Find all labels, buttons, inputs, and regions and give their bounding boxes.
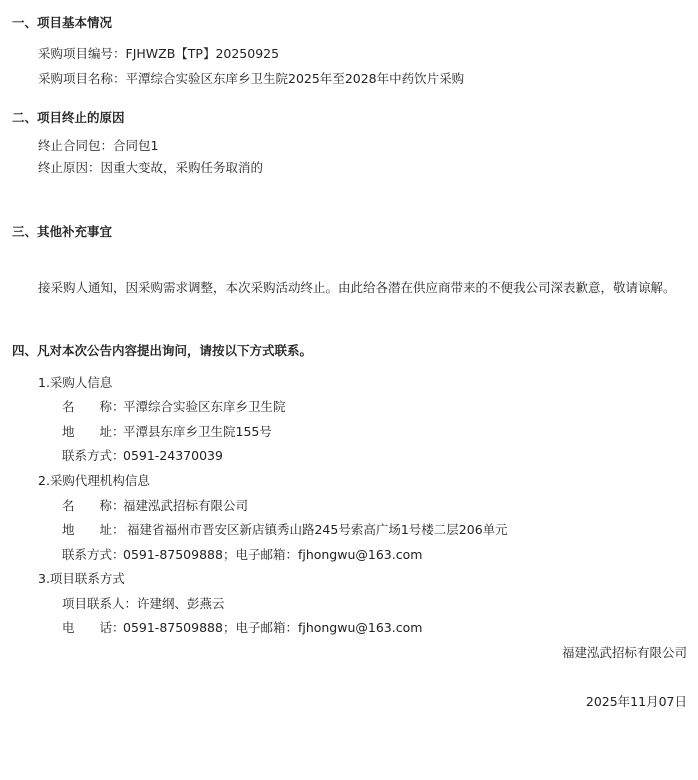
purchaser-address-value: 平潭县东庠乡卫生院155号 bbox=[123, 424, 272, 439]
purchaser-address-label: 地 址： bbox=[62, 424, 125, 439]
section-3-heading: 三、其他补充事宜 bbox=[12, 224, 113, 239]
project-contact-phone-label: 电 话： bbox=[62, 620, 125, 635]
footer-date: 2025年11月07日 bbox=[585, 694, 687, 709]
purchaser-contact-label: 联系方式： bbox=[62, 448, 125, 463]
footer-company: 福建泓武招标有限公司 bbox=[561, 645, 687, 660]
section-2-heading: 二、项目终止的原因 bbox=[12, 110, 125, 125]
purchaser-name-label: 名 称： bbox=[62, 399, 125, 414]
agency-contact-label: 联系方式： bbox=[62, 547, 125, 562]
project-contact-phone-value: 0591-87509888；电子邮箱：fjhongwu@163.com bbox=[123, 620, 423, 635]
purchaser-contact-value: 0591-24370039 bbox=[123, 448, 223, 463]
agency-name-row bbox=[62, 498, 248, 514]
purchaser-address-row bbox=[62, 424, 272, 440]
termination-reason: 终止原因：因重大变故，采购任务取消的 bbox=[38, 160, 264, 175]
agency-name-label: 名 称： bbox=[62, 498, 125, 513]
agency-address-value: 福建省福州市晋安区新店镇秀山路245号索高广场1号楼二层206单元 bbox=[123, 522, 508, 537]
purchaser-info-title: 1.采购人信息 bbox=[38, 375, 113, 390]
agency-contact-row bbox=[62, 547, 422, 563]
section-1-heading: 一、项目基本情况 bbox=[12, 15, 113, 30]
project-contact-person-row bbox=[62, 596, 225, 612]
project-contact-phone-row bbox=[62, 620, 422, 636]
project-contact-title: 3.项目联系方式 bbox=[38, 571, 125, 586]
agency-contact-value: 0591-87509888；电子邮箱：fjhongwu@163.com bbox=[123, 547, 423, 562]
purchaser-name-value: 平潭综合实验区东庠乡卫生院 bbox=[123, 399, 286, 414]
terminated-package: 终止合同包：合同包1 bbox=[38, 138, 159, 153]
purchaser-name-row bbox=[62, 399, 286, 415]
project-number: 采购项目编号：FJHWZB【TP】20250925 bbox=[38, 46, 280, 61]
agency-info-title: 2.采购代理机构信息 bbox=[38, 473, 150, 488]
project-contact-person-value: 许建纲、彭燕云 bbox=[137, 596, 225, 611]
agency-address-label: 地 址： bbox=[62, 522, 125, 537]
section-4-heading: 四、凡对本次公告内容提出询问，请按以下方式联系。 bbox=[12, 343, 313, 358]
purchaser-contact-row bbox=[62, 448, 223, 464]
agency-address-row bbox=[62, 522, 508, 538]
supplement-body: 接采购人通知，因采购需求调整，本次采购活动终止。由此给各潜在供应商带来的不便我公司深表歉意，敬请谅解。 bbox=[38, 280, 676, 295]
project-contact-person-label: 项目联系人： bbox=[62, 596, 138, 611]
agency-name-value: 福建泓武招标有限公司 bbox=[123, 498, 249, 513]
project-name: 采购项目名称：平潭综合实验区东庠乡卫生院2025年至2028年中药饮片采购 bbox=[38, 71, 465, 86]
